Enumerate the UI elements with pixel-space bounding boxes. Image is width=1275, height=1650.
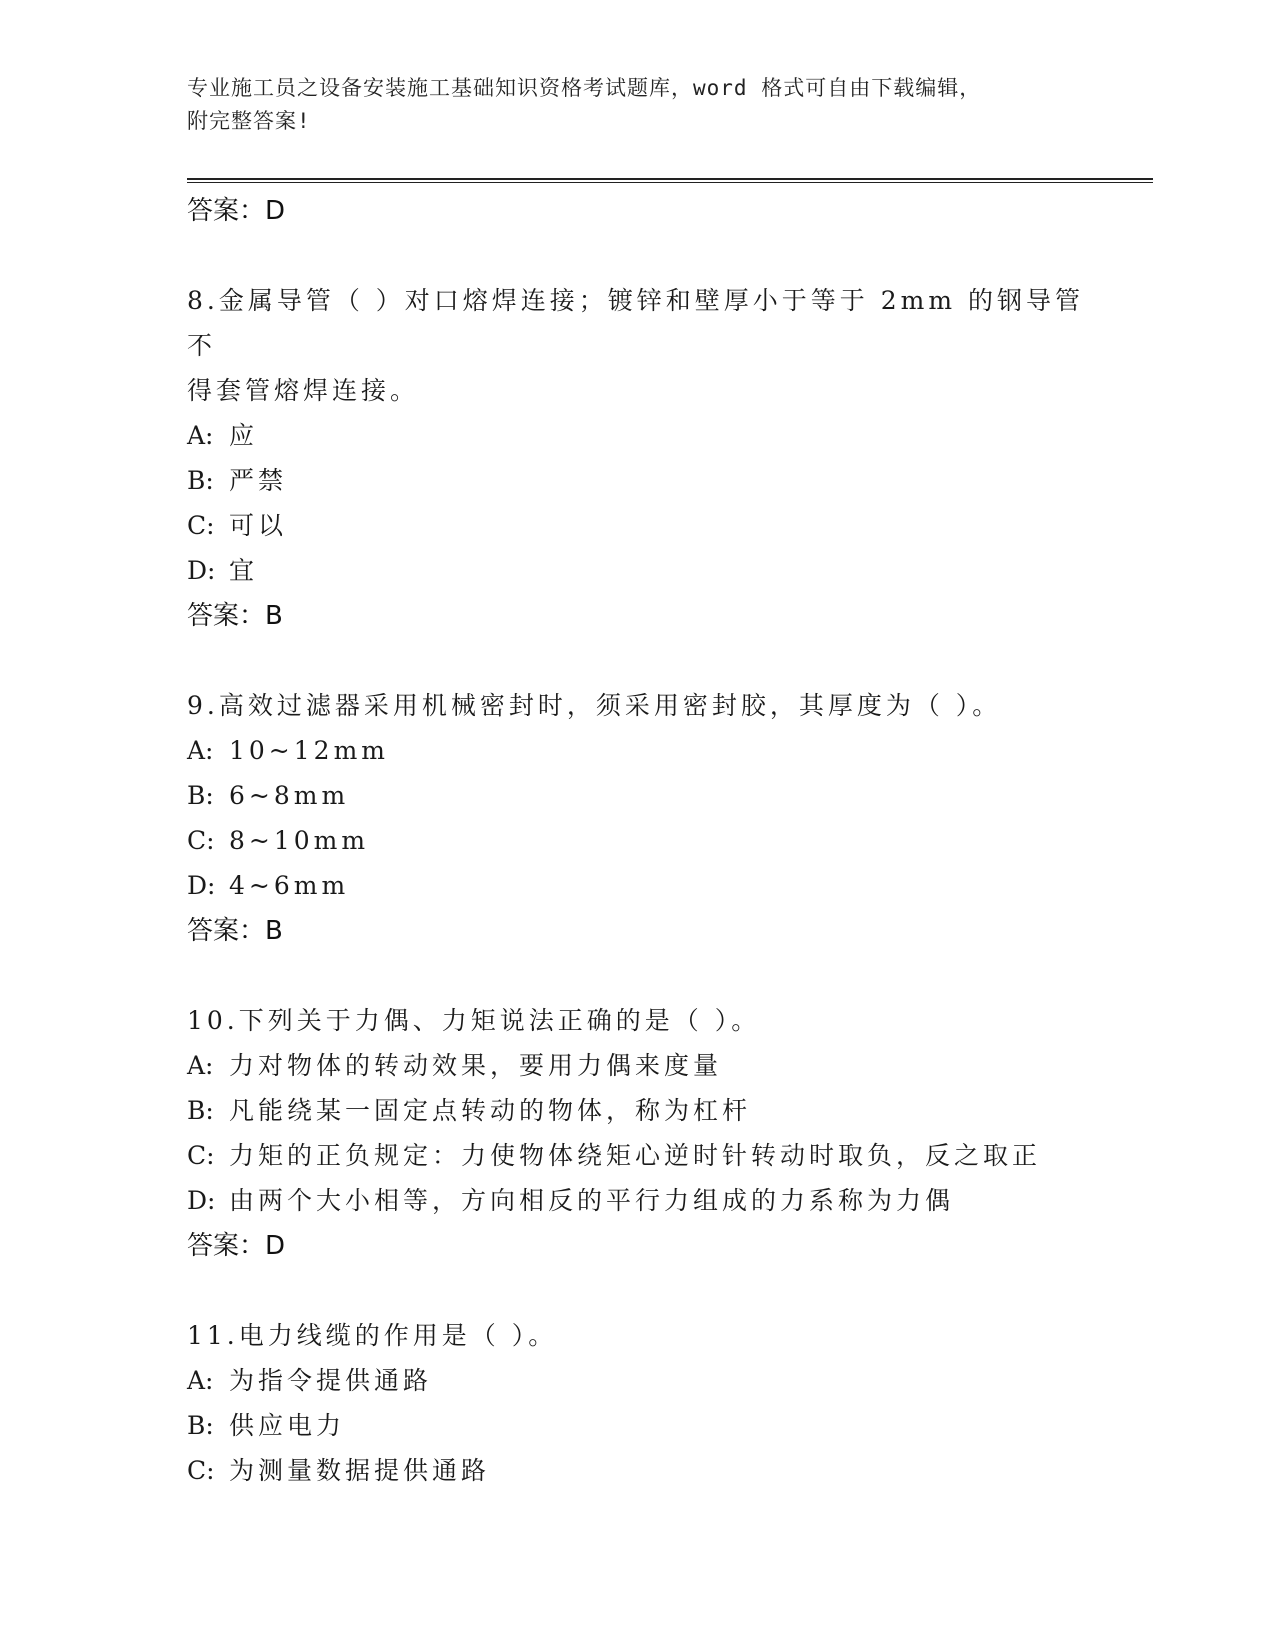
option-key: B: xyxy=(187,1096,214,1125)
option-text: 应 xyxy=(229,421,259,450)
option-key: A: xyxy=(187,736,214,765)
option-b xyxy=(187,458,1087,503)
option-text: 4~6mm xyxy=(229,871,350,900)
answer-line: 答案：B xyxy=(187,916,283,946)
option-text: 由两个大小相等，方向相反的平行力组成的力系称为力偶 xyxy=(229,1186,955,1215)
option-a xyxy=(187,728,1087,773)
option-key: C: xyxy=(187,1456,215,1485)
answer-line: 答案：B xyxy=(187,601,283,631)
option-text: 6~8mm xyxy=(229,781,350,810)
option-b xyxy=(187,1088,1087,1133)
option-key: B: xyxy=(187,466,214,495)
option-key: D: xyxy=(187,1186,216,1215)
option-c xyxy=(187,1133,1087,1178)
option-key: A: xyxy=(187,421,214,450)
header-divider-thin xyxy=(187,182,1153,183)
option-d xyxy=(187,863,1087,908)
option-text: 严禁 xyxy=(229,466,288,495)
option-text: 为指令提供通路 xyxy=(229,1366,433,1395)
option-text: 力矩的正负规定：力使物体绕矩心逆时针转动时取负，反之取正 xyxy=(229,1141,1042,1170)
option-b xyxy=(187,1403,1087,1448)
header-divider-thick xyxy=(187,178,1153,180)
document-header xyxy=(187,72,1087,138)
question-9 xyxy=(187,683,1087,954)
option-text: 力对物体的转动效果，要用力偶来度量 xyxy=(229,1051,723,1080)
question-text-continued: 得套管熔焊连接。 xyxy=(187,376,420,405)
option-key: C: xyxy=(187,511,215,540)
option-text: 8~10mm xyxy=(229,826,370,855)
question-text: 8.金属导管（ ）对口熔焊连接；镀锌和壁厚小于等于 2mm 的钢导管不 xyxy=(187,286,1085,360)
option-text: 凡能绕某一固定点转动的物体，称为杠杆 xyxy=(229,1096,752,1125)
option-text: 可以 xyxy=(229,511,288,540)
option-b xyxy=(187,773,1087,818)
question-text: 11.电力线缆的作用是（ ）。 xyxy=(187,1321,558,1350)
option-d xyxy=(187,548,1087,593)
option-key: C: xyxy=(187,1141,215,1170)
question-text: 10.下列关于力偶、力矩说法正确的是（ ）。 xyxy=(187,1006,761,1035)
option-text: 10~12mm xyxy=(229,736,389,765)
option-text: 为测量数据提供通路 xyxy=(229,1456,491,1485)
question-10 xyxy=(187,998,1087,1269)
option-key: B: xyxy=(187,781,214,810)
option-text: 供应电力 xyxy=(229,1411,346,1440)
option-key: A: xyxy=(187,1366,214,1395)
option-key: B: xyxy=(187,1411,214,1440)
option-key: C: xyxy=(187,826,215,855)
document-body xyxy=(187,188,1087,1493)
question-text: 9.高效过滤器采用机械密封时，须采用密封胶，其厚度为（ ）。 xyxy=(187,691,1002,720)
header-line-2: 附完整答案! xyxy=(187,109,311,133)
option-d xyxy=(187,1178,1087,1223)
option-c xyxy=(187,503,1087,548)
option-c xyxy=(187,818,1087,863)
option-a xyxy=(187,413,1087,458)
option-c xyxy=(187,1448,1087,1493)
question-11 xyxy=(187,1313,1087,1493)
answer-line: 答案：D xyxy=(187,1231,286,1261)
question-8 xyxy=(187,278,1087,639)
answer-line: 答案：D xyxy=(187,196,286,226)
option-a xyxy=(187,1043,1087,1088)
header-line-1: 专业施工员之设备安装施工基础知识资格考试题库，word 格式可自由下载编辑， xyxy=(187,76,982,100)
option-key: A: xyxy=(187,1051,214,1080)
option-key: D: xyxy=(187,556,216,585)
option-key: D: xyxy=(187,871,216,900)
option-a xyxy=(187,1358,1087,1403)
option-text: 宜 xyxy=(229,556,259,585)
